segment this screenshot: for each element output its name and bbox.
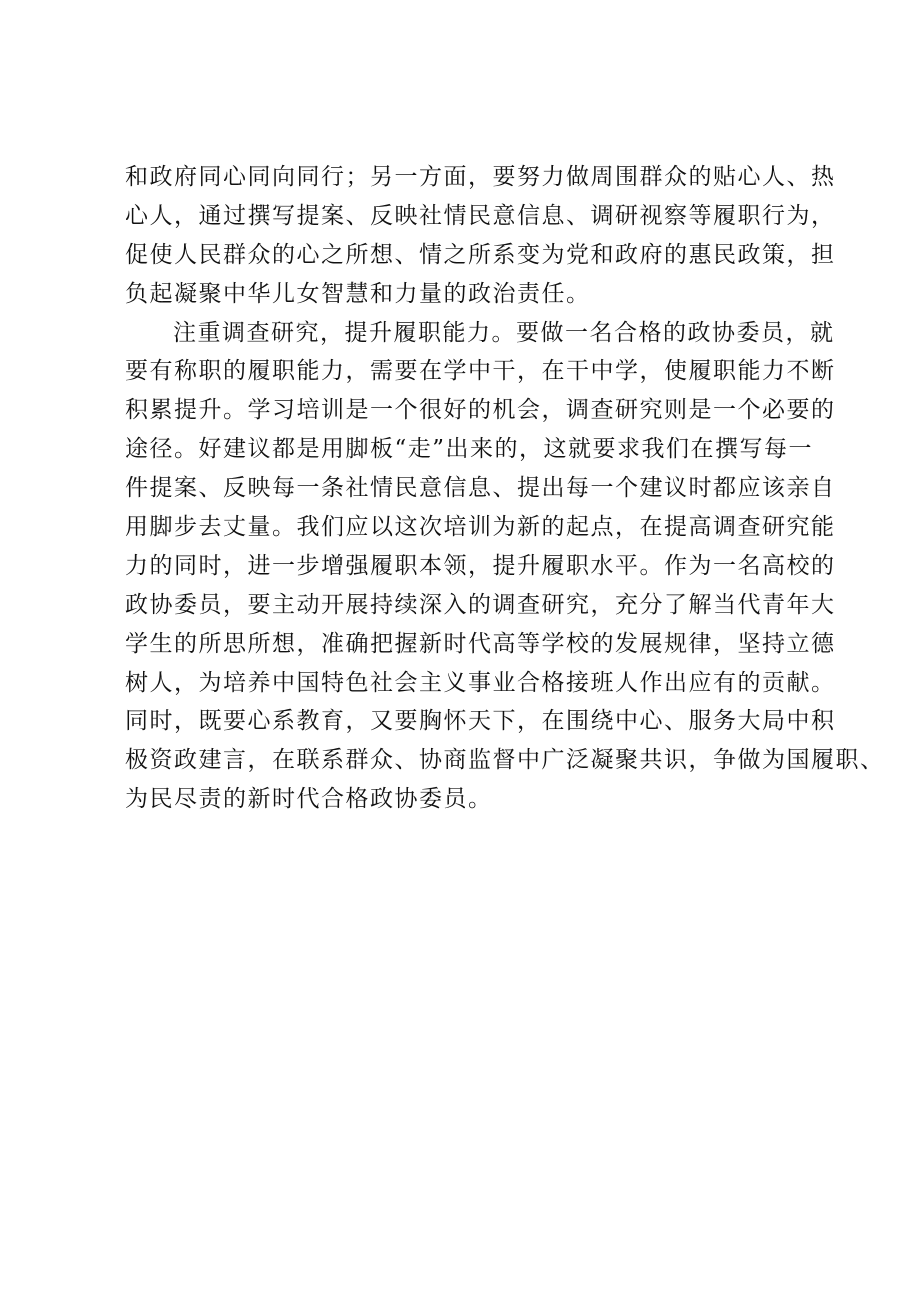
text-line: 注重调查研究，提升履职能力。要做一名合格的政协委员，就 bbox=[173, 319, 835, 346]
text-line: 要有称职的履职能力，需要在学中干，在干中学，使履职能力不断 bbox=[125, 358, 836, 385]
paragraph bbox=[125, 314, 885, 820]
text-line: 极资政建言，在联系群众、协商监督中广泛凝聚共识，争做为国履职、 bbox=[125, 747, 885, 774]
document-body bbox=[125, 158, 885, 819]
text-line: 途径。好建议都是用脚板“走”出来的，这就要求我们在撰写每一 bbox=[125, 436, 814, 463]
text-line: 力的同时，进一步增强履职本领，提升履职水平。作为一名高校的 bbox=[125, 552, 836, 579]
text-line: 为民尽责的新时代合格政协委员。 bbox=[125, 786, 493, 813]
text-line: 件提案、反映每一条社情民意信息、提出每一个建议时都应该亲自 bbox=[125, 475, 836, 502]
text-line: 心人，通过撰写提案、反映社情民意信息、调研视察等履职行为， bbox=[125, 202, 836, 229]
text-line: 用脚步去丈量。我们应以这次培训为新的起点，在提高调查研究能 bbox=[125, 514, 836, 541]
text-line: 同时，既要心系教育，又要胸怀天下，在围绕中心、服务大局中积 bbox=[125, 708, 836, 735]
text-line: 负起凝聚中华儿女智慧和力量的政治责任。 bbox=[125, 280, 591, 307]
text-line: 树人，为培养中国特色社会主义事业合格接班人作出应有的贡献。 bbox=[125, 669, 836, 696]
paragraph bbox=[125, 158, 836, 314]
text-line: 和政府同心同向同行；另一方面，要努力做周围群众的贴心人、热 bbox=[125, 164, 836, 190]
text-line: 促使人民群众的心之所想、情之所系变为党和政府的惠民政策，担 bbox=[125, 241, 836, 268]
text-line: 学生的所思所想，准确把握新时代高等学校的发展规律，坚持立德 bbox=[125, 630, 836, 657]
text-line: 政协委员，要主动开展持续深入的调查研究，充分了解当代青年大 bbox=[125, 591, 836, 618]
text-line: 积累提升。学习培训是一个很好的机会，调查研究则是一个必要的 bbox=[125, 397, 836, 424]
